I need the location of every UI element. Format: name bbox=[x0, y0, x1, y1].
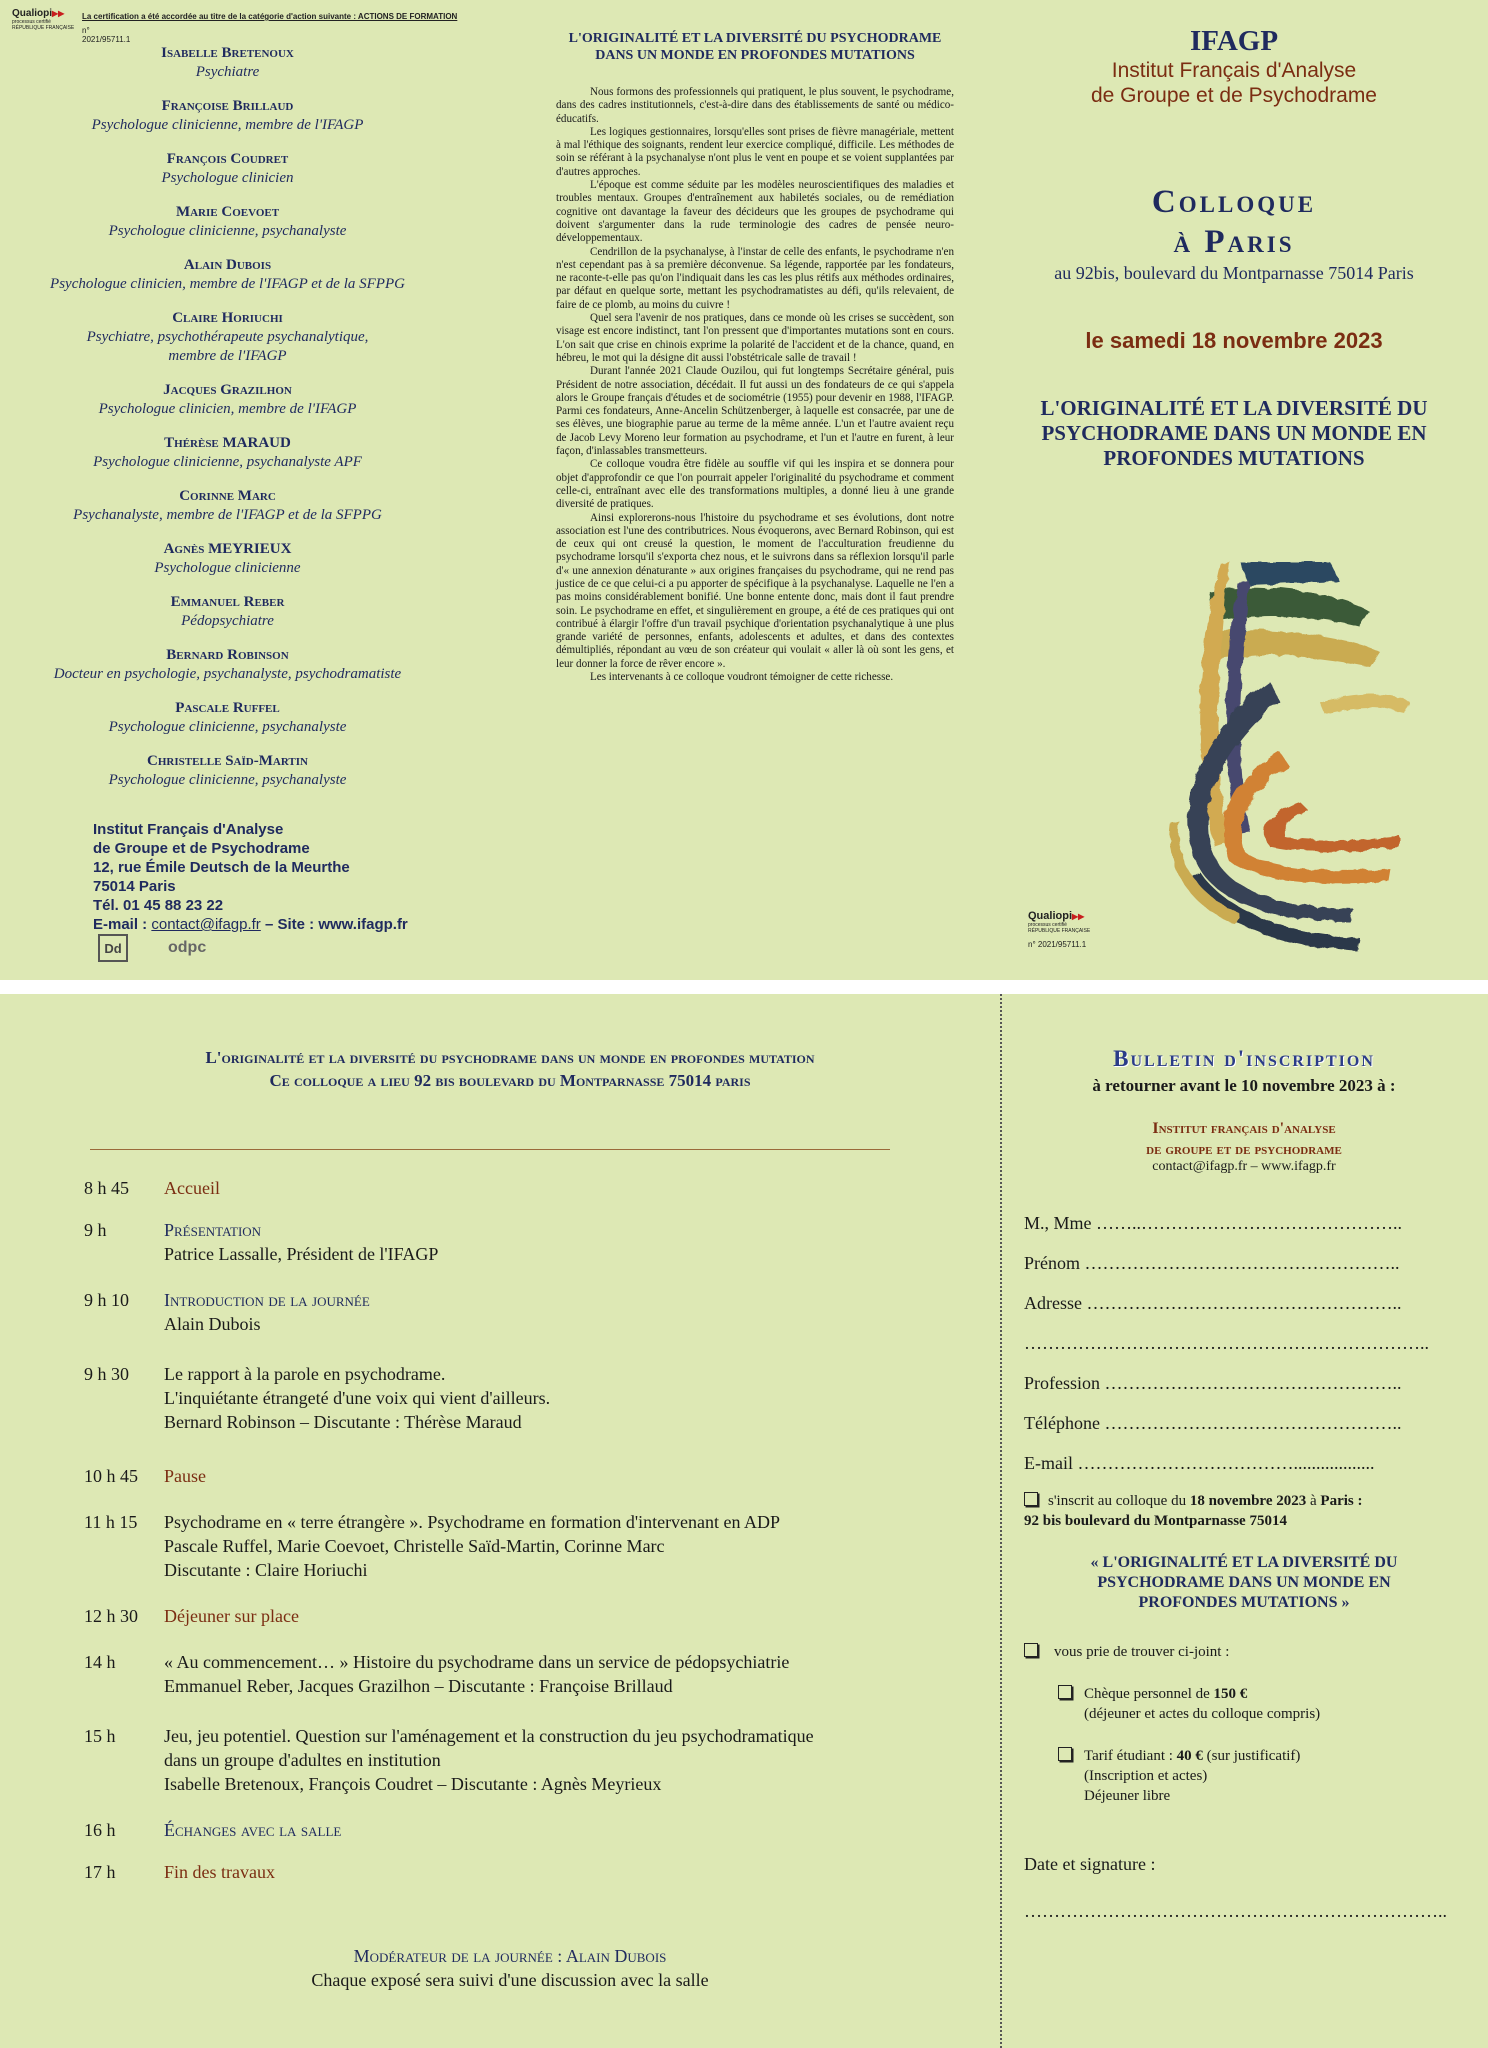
speaker-role: Psychologue clinicienne bbox=[154, 560, 301, 576]
registration-form bbox=[1024, 994, 1464, 1922]
signature-label: Date et signature : bbox=[1024, 1854, 1156, 1874]
program-time: 14 h bbox=[84, 1652, 116, 1672]
bulletin-inst-1: Institut français d'analyse bbox=[1152, 1120, 1336, 1137]
program-line: dans un groupe d'adultes en institution bbox=[164, 1750, 441, 1770]
paragraph: Ainsi explorerons-nous l'histoire du psychodrame et ses évolutions, dont notre association est l'une des contributrices. Nous évoquerons, avec Bernard Robinson, qui est de ceux qui ont creusé la question, le moment de l'acculturation freudienne du psychodrame lorsqu'il s'exporta chez nous, et le suivrons dans sa réflexion lorsqu'il parle d'« une annexion dénaturante » aux origines françaises du psychodrame, qui ne rend pas justice de ce que celui-ci a pu apporter de spécifique à la psychanalyse. Laquelle ne l'en a pas moins considérablement bonifié. Une bonne entente donc, mais dont il faut prendre soin. Le psychodrame en effet, et singulièrement en groupe, a été de ces pratiques qui ont contribué à élargir l'offre d'un travail psychique d'orientation psychanalytique à une plus grande variété de personnes, enfants, adolescents et adultes, et dans des contextes démultipliés, répondant au vœu de son créateur qui voulait « aller là où sont les gens, et leur donner la force de rêver encore ». bbox=[556, 511, 954, 670]
form-fields bbox=[1024, 1211, 1464, 1475]
bulletin-institute bbox=[1024, 1116, 1464, 1159]
colloque-city: à Paris bbox=[1173, 224, 1295, 260]
check-text: s'inscrit au colloque du bbox=[1048, 1493, 1190, 1509]
program-line: Patrice Lassalle, Président de l'IFAGP bbox=[164, 1244, 439, 1264]
colloque-address: au 92bis, boulevard du Montparnasse 75014 Paris bbox=[1054, 263, 1414, 283]
opt1-sub: (déjeuner et actes du colloque compris) bbox=[1084, 1706, 1321, 1722]
institute-address: 12, rue Émile Deutsch de la Meurthe bbox=[93, 859, 350, 876]
speaker-role: Psychiatre bbox=[195, 64, 260, 80]
speaker-role: Psychologue clinicienne, psychanalyste bbox=[108, 772, 347, 788]
program-time: 16 h bbox=[84, 1820, 116, 1840]
program-item bbox=[84, 1818, 984, 1842]
moderator-label: Modérateur de la journée : bbox=[353, 1946, 566, 1966]
moderator bbox=[40, 1944, 980, 1992]
program-line: Déjeuner sur place bbox=[164, 1606, 299, 1626]
program-item bbox=[84, 1288, 984, 1336]
program-content bbox=[164, 1724, 984, 1796]
institute-city: 75014 Paris bbox=[93, 878, 176, 895]
cover-institute-1: Institut Français d'Analyse bbox=[1111, 59, 1357, 82]
speaker-item bbox=[30, 593, 425, 631]
colloque-theme: L'ORIGINALITÉ ET LA DIVERSITÉ DU PSYCHODRAME DANS UN MONDE EN PROFONDES MUTATIONS bbox=[1040, 396, 1428, 470]
option-cheque[interactable] bbox=[1058, 1684, 1464, 1724]
paragraph: Cendrillon de la psychanalyse, à l'instar de celle des enfants, le psychodrame n'en n'est cependant pas à sa première déconvenue. Sa légende, rapportée par les fondateurs, ne raconte-t-elle pas qu'on l'indiquait dans les cas les plus rétifs aux méthodes ordinaires, par défaut en quelque sorte, mettant les psychodramatistes au défi, qu'ils relevaient, de faire de ce plomb, au moins du cuivre ! bbox=[556, 245, 954, 311]
email-link[interactable]: contact@ifagp.fr bbox=[151, 916, 261, 933]
speaker-role: Psychologue clinicien, membre de l'IFAGP et de la SFPPG bbox=[50, 276, 405, 292]
speaker-name: Alain Dubois bbox=[183, 257, 272, 273]
opt2-amount: 40 € bbox=[1176, 1748, 1203, 1764]
address-field-2[interactable]: ………………………………………………………….. bbox=[1024, 1333, 1429, 1353]
paragraph: Les logiques gestionnaires, lorsqu'elles sont prises de fièvre managériale, mettent à mal l'éthique des soignants, rendent leur exercice compliqué, difficile. Les méthodes de soin se référant à la psychanalyse n'ont plus le vent en poupe et se voient supplantées par d'autres approches. bbox=[556, 125, 954, 178]
program-content bbox=[164, 1650, 984, 1698]
email-label: E-mail : bbox=[93, 916, 152, 933]
speaker-item bbox=[30, 646, 425, 684]
speaker-item bbox=[30, 381, 425, 419]
program-time: 15 h bbox=[84, 1726, 116, 1746]
speaker-role: Psychiatre, psychothérapeute psychanalytique, membre de l'IFAGP bbox=[86, 329, 369, 364]
speaker-item bbox=[30, 203, 425, 241]
program-line: Discutante : Claire Horiuchi bbox=[164, 1560, 368, 1580]
speaker-item bbox=[30, 752, 425, 790]
program-line: Le rapport à la parole en psychodrame. bbox=[164, 1364, 446, 1384]
speaker-name: Françoise Brillaud bbox=[161, 98, 294, 114]
program-time: 8 h 45 bbox=[84, 1178, 129, 1198]
program-time: 12 h 30 bbox=[84, 1606, 138, 1626]
program-line: Pascale Ruffel, Marie Coevoet, Christelle Saïd-Martin, Corinne Marc bbox=[164, 1536, 665, 1556]
program-time: 11 h 15 bbox=[84, 1512, 138, 1532]
check-place: Paris : bbox=[1320, 1493, 1363, 1509]
speaker-role: Docteur en psychologie, psychanalyste, psychodramatiste bbox=[53, 666, 402, 682]
program-content bbox=[164, 1510, 984, 1582]
odpc-logo: odpc bbox=[168, 939, 207, 956]
speaker-role: Pédopsychiatre bbox=[181, 613, 274, 629]
program-heading-line1: L'originalité et la diversité du psychodrame dans un monde en profondes mutation bbox=[205, 1048, 815, 1067]
datadock-logo: Dd bbox=[98, 934, 128, 962]
check-date: 18 novembre 2023 bbox=[1189, 1493, 1307, 1509]
speaker-role: Psychanalyste, membre de l'IFAGP et de la SFPPG bbox=[73, 507, 382, 523]
qualiopi-badge bbox=[1028, 910, 1090, 949]
brochure-front bbox=[0, 0, 1488, 980]
certification-number: n° 2021/95711.1 bbox=[82, 26, 131, 44]
checkbox-icon[interactable] bbox=[1024, 1643, 1038, 1657]
site-label[interactable]: – Site : www.ifagp.fr bbox=[260, 916, 408, 933]
checkbox-icon[interactable] bbox=[1058, 1685, 1072, 1699]
program-item bbox=[84, 1218, 984, 1266]
program-item bbox=[84, 1724, 984, 1796]
program-line: Bernard Robinson – Discutante : Thérèse Maraud bbox=[164, 1412, 522, 1432]
program-item bbox=[84, 1860, 984, 1884]
speaker-item bbox=[30, 540, 425, 578]
program-content bbox=[164, 1288, 984, 1336]
partner-logos bbox=[98, 934, 206, 962]
check-mid: à bbox=[1306, 1493, 1321, 1509]
checkbox-icon[interactable] bbox=[1058, 1747, 1072, 1761]
institute-name-2: de Groupe et de Psychodrame bbox=[93, 840, 310, 857]
program-item bbox=[84, 1176, 984, 1200]
institute-contact bbox=[93, 820, 408, 934]
speaker-name: François Coudret bbox=[166, 151, 289, 167]
speaker-name: Marie Coevoet bbox=[175, 204, 280, 220]
program-item bbox=[84, 1510, 984, 1582]
address-field[interactable]: Adresse …………………………………………….. bbox=[1024, 1293, 1402, 1313]
qualiopi-logo: Qualiopi bbox=[1028, 910, 1072, 922]
program-content bbox=[164, 1860, 984, 1884]
cover-institute-2: de Groupe et de Psychodrame bbox=[1090, 84, 1377, 107]
program-line: Présentation bbox=[164, 1220, 262, 1240]
speaker-name: Claire Horiuchi bbox=[172, 310, 283, 326]
presentation-title: L'ORIGINALITÉ ET LA DIVERSITÉ DU PSYCHODRAME DANS UN MONDE EN PROFONDES MUTATIONS bbox=[568, 31, 942, 63]
program-item bbox=[84, 1464, 984, 1488]
program-line: Échanges avec la salle bbox=[164, 1820, 342, 1840]
program-time: 9 h bbox=[84, 1220, 107, 1240]
cut-line bbox=[1000, 994, 1002, 2048]
profession-field[interactable]: Profession ………………………………………….. bbox=[1024, 1373, 1402, 1393]
psychodrame-artwork bbox=[1118, 540, 1418, 965]
check-address: 92 bis boulevard du Montparnasse 75014 bbox=[1024, 1513, 1287, 1529]
institute-name-1: Institut Français d'Analyse bbox=[93, 821, 284, 838]
speaker-name: Christelle Saïd-Martin bbox=[147, 753, 308, 769]
program-line: Psychodrame en « terre étrangère ». Psychodrame en formation d'intervenant en ADP bbox=[164, 1512, 781, 1532]
program-line: Jeu, jeu potentiel. Question sur l'aménagement et la construction du jeu psychodramatique bbox=[164, 1726, 814, 1746]
speaker-name: Agnès MEYRIEUX bbox=[163, 541, 292, 557]
qualiopi-certification bbox=[12, 8, 458, 44]
phone-field[interactable]: Téléphone ………………………………………….. bbox=[1024, 1413, 1402, 1433]
ifagp-acronym: IFAGP bbox=[1189, 25, 1279, 57]
qualiopi-number: n° 2021/95711.1 bbox=[1028, 940, 1087, 949]
speaker-role: Psychologue clinicienne, psychanalyste APF bbox=[93, 454, 362, 470]
speaker-role: Psychologue clinicien, membre de l'IFAGP bbox=[98, 401, 357, 417]
speaker-item bbox=[30, 309, 425, 366]
program-line: Alain Dubois bbox=[164, 1314, 261, 1334]
firstname-field[interactable]: Prénom …………………………………………….. bbox=[1024, 1253, 1400, 1273]
enclosed-label: vous prie de trouver ci-joint : bbox=[1054, 1644, 1230, 1660]
speaker-item bbox=[30, 699, 425, 737]
opt1-label: Chèque personnel de bbox=[1084, 1686, 1214, 1702]
opt2-post: (sur justificatif) bbox=[1202, 1748, 1301, 1764]
program-line: « Au commencement… » Histoire du psychodrame dans un service de pédopsychiatrie bbox=[164, 1652, 790, 1672]
speaker-role: Psychologue clinicienne, psychanalyste bbox=[108, 719, 347, 735]
opt1-amount: 150 € bbox=[1213, 1686, 1248, 1702]
paragraph: Quel sera l'avenir de nos pratiques, dans ce monde où les crises se succèdent, son visage est encore indistinct, tant l'on pressent que d'importantes mutations sont en cours. L'on sait que crise en chinois exprime la polarité de l'accident et de la chance, quand, en hébreu, le mot qui la désigne dit aussi l'obstétricale salle de travail ! bbox=[556, 312, 954, 364]
program-line: Accueil bbox=[164, 1178, 220, 1198]
bulletin-subtitle: à retourner avant le 10 novembre 2023 à : bbox=[1092, 1076, 1396, 1095]
speaker-list bbox=[30, 44, 425, 805]
paragraph: Ce colloque voudra être fidèle au souffle vif qui les inspira et se donnera pour objet d'approfondir ce que l'on pourrait appeler l'originalité du psychodrame et comment celle-ci, entraînant avec elle des transformations multiples, a donné lieu à une grande diversité de pratiques. bbox=[556, 458, 954, 511]
program-item bbox=[84, 1604, 984, 1628]
name-field[interactable]: M., Mme ……..…………………………………….. bbox=[1024, 1213, 1402, 1233]
certification-text: La certification a été accordée au titre de la catégorie d'action suivante : ACTIONS DE FORMATION bbox=[82, 12, 458, 21]
program-schedule bbox=[84, 1176, 984, 1902]
qualiopi-sub: processus certifié bbox=[1028, 922, 1067, 928]
program-content bbox=[164, 1604, 984, 1628]
program-line: L'inquiétante étrangeté d'une voix qui vient d'ailleurs. bbox=[164, 1388, 551, 1408]
paragraph: Durant l'année 2021 Claude Ouzilou, qui fut longtemps Secrétaire général, puis Président de notre association, décédait. Il fut aussi un des fondateurs de ce qui s'appela alors le Groupe français d'études et de sociométrie (1955) pour devenir en 1988, l'IFAGP. Parmi ces fondateurs, Anne-Ancelin Schützenberger, à laquelle est consacrée, par une de ses élèves, une biographie parue au terme de la même année. L'un et l'autre avaient reçu de Jacob Levy Moreno leur formation au psychodrame, et l'un et l'autre en furent, à leur façon, d'inlassables transmetteurs. bbox=[556, 365, 954, 458]
colloque-date: le samedi 18 novembre 2023 bbox=[1085, 328, 1383, 353]
program-content bbox=[164, 1818, 984, 1842]
speaker-item bbox=[30, 487, 425, 525]
signature-field[interactable]: …………………………………………………………….. bbox=[1024, 1901, 1447, 1921]
program-line: Fin des travaux bbox=[164, 1862, 275, 1882]
speaker-name: Pascale Ruffel bbox=[175, 700, 280, 716]
bulletin-title: Bulletin d'inscription bbox=[1113, 1046, 1375, 1071]
speaker-name: Emmanuel Reber bbox=[170, 594, 285, 610]
paragraph: L'époque est comme séduite par les modèles neuroscientifiques des maladies et troubles mentaux. Groupes d'entraînement aux habiletés sociales, ou de remédiation cognitive ont davantage la faveur des décideurs que les groupes de psychodrame qui doivent s'argumenter dans la rude terminologie des cadres de pensée neuro-développementaux. bbox=[556, 179, 954, 245]
divider bbox=[90, 1149, 890, 1150]
checkbox-icon[interactable] bbox=[1024, 1492, 1038, 1506]
program-heading bbox=[40, 1046, 980, 1092]
institute-phone: Tél. 01 45 88 23 22 bbox=[93, 897, 224, 914]
speaker-role: Psychologue clinicien bbox=[161, 170, 294, 186]
program-time: 9 h 30 bbox=[84, 1364, 129, 1384]
program-content bbox=[164, 1362, 984, 1434]
paragraph: Nous formons des professionnels qui pratiquent, le plus souvent, le psychodrame, dans des cadres institutionnels, c'est-à-dire dans des établissements de santé ou médico-éducatifs. bbox=[556, 86, 954, 125]
option-student[interactable] bbox=[1058, 1746, 1464, 1806]
qualiopi-arrow-icon: ▶▶ bbox=[52, 9, 65, 18]
paragraph: Les intervenants à ce colloque voudront témoigner de cette richesse. bbox=[590, 671, 894, 684]
moderator-name: Alain Dubois bbox=[565, 1946, 667, 1966]
qualiopi-logo: Qualiopi bbox=[12, 8, 52, 19]
speaker-name: Thérèse MARAUD bbox=[164, 435, 291, 451]
bulletin-theme: « L'ORIGINALITÉ ET LA DIVERSITÉ DU PSYCHODRAME DANS UN MONDE EN PROFONDES MUTATIONS » bbox=[1090, 1554, 1398, 1611]
speaker-item bbox=[30, 434, 425, 472]
register-checkbox[interactable] bbox=[1024, 1491, 1464, 1531]
republique-label: RÉPUBLIQUE FRANÇAISE bbox=[12, 25, 75, 31]
speaker-name: Corinne Marc bbox=[179, 488, 276, 504]
program-content bbox=[164, 1176, 984, 1200]
opt2-sub2: Déjeuner libre bbox=[1084, 1788, 1171, 1804]
payment-options bbox=[1024, 1641, 1464, 1806]
speaker-item bbox=[30, 44, 425, 82]
speaker-name: Isabelle Bretenoux bbox=[161, 45, 294, 61]
bulletin-inst-2: de groupe et de psychodrame bbox=[1146, 1141, 1342, 1158]
program-line: Pause bbox=[164, 1466, 206, 1486]
program-line: Emmanuel Reber, Jacques Grazilhon – Discutante : Françoise Brillaud bbox=[164, 1676, 673, 1696]
program-line: Introduction de la journée bbox=[164, 1290, 370, 1310]
program-heading-line2: Ce colloque a lieu 92 bis boulevard du Montparnasse 75014 paris bbox=[269, 1071, 751, 1090]
opt2-sub1: (Inscription et actes) bbox=[1084, 1768, 1208, 1784]
bulletin-contact: contact@ifagp.fr – www.ifagp.fr bbox=[1152, 1159, 1336, 1174]
speaker-item bbox=[30, 150, 425, 188]
brochure-back bbox=[0, 994, 1488, 2048]
program-time: 10 h 45 bbox=[84, 1466, 138, 1486]
program-content bbox=[164, 1464, 984, 1488]
qualiopi-sub: processus certifié bbox=[12, 19, 51, 25]
email-field[interactable]: E-mail ……………………………….................. bbox=[1024, 1453, 1375, 1473]
program-time: 9 h 10 bbox=[84, 1290, 129, 1310]
republique-label: RÉPUBLIQUE FRANÇAISE bbox=[1028, 928, 1091, 934]
program-item bbox=[84, 1650, 984, 1698]
speaker-name: Bernard Robinson bbox=[166, 647, 289, 663]
opt2-label: Tarif étudiant : bbox=[1084, 1748, 1177, 1764]
speaker-name: Jacques Grazilhon bbox=[163, 382, 292, 398]
speaker-item bbox=[30, 97, 425, 135]
qualiopi-arrow-icon: ▶▶ bbox=[1072, 912, 1085, 921]
speaker-role: Psychologue clinicienne, psychanalyste bbox=[108, 223, 347, 239]
colloque-title: Colloque bbox=[1151, 184, 1317, 220]
program-content bbox=[164, 1218, 984, 1266]
moderator-note: Chaque exposé sera suivi d'une discussion avec la salle bbox=[311, 1970, 709, 1990]
speaker-role: Psychologue clinicienne, membre de l'IFAGP bbox=[91, 117, 364, 133]
cover-panel bbox=[1004, 24, 1464, 471]
abstract-artwork-icon bbox=[1118, 540, 1418, 960]
program-time: 17 h bbox=[84, 1862, 116, 1882]
presentation-text bbox=[556, 30, 954, 684]
program-line: Isabelle Bretenoux, François Coudret – Discutante : Agnès Meyrieux bbox=[164, 1774, 662, 1794]
speaker-item bbox=[30, 256, 425, 294]
program-item bbox=[84, 1362, 984, 1434]
